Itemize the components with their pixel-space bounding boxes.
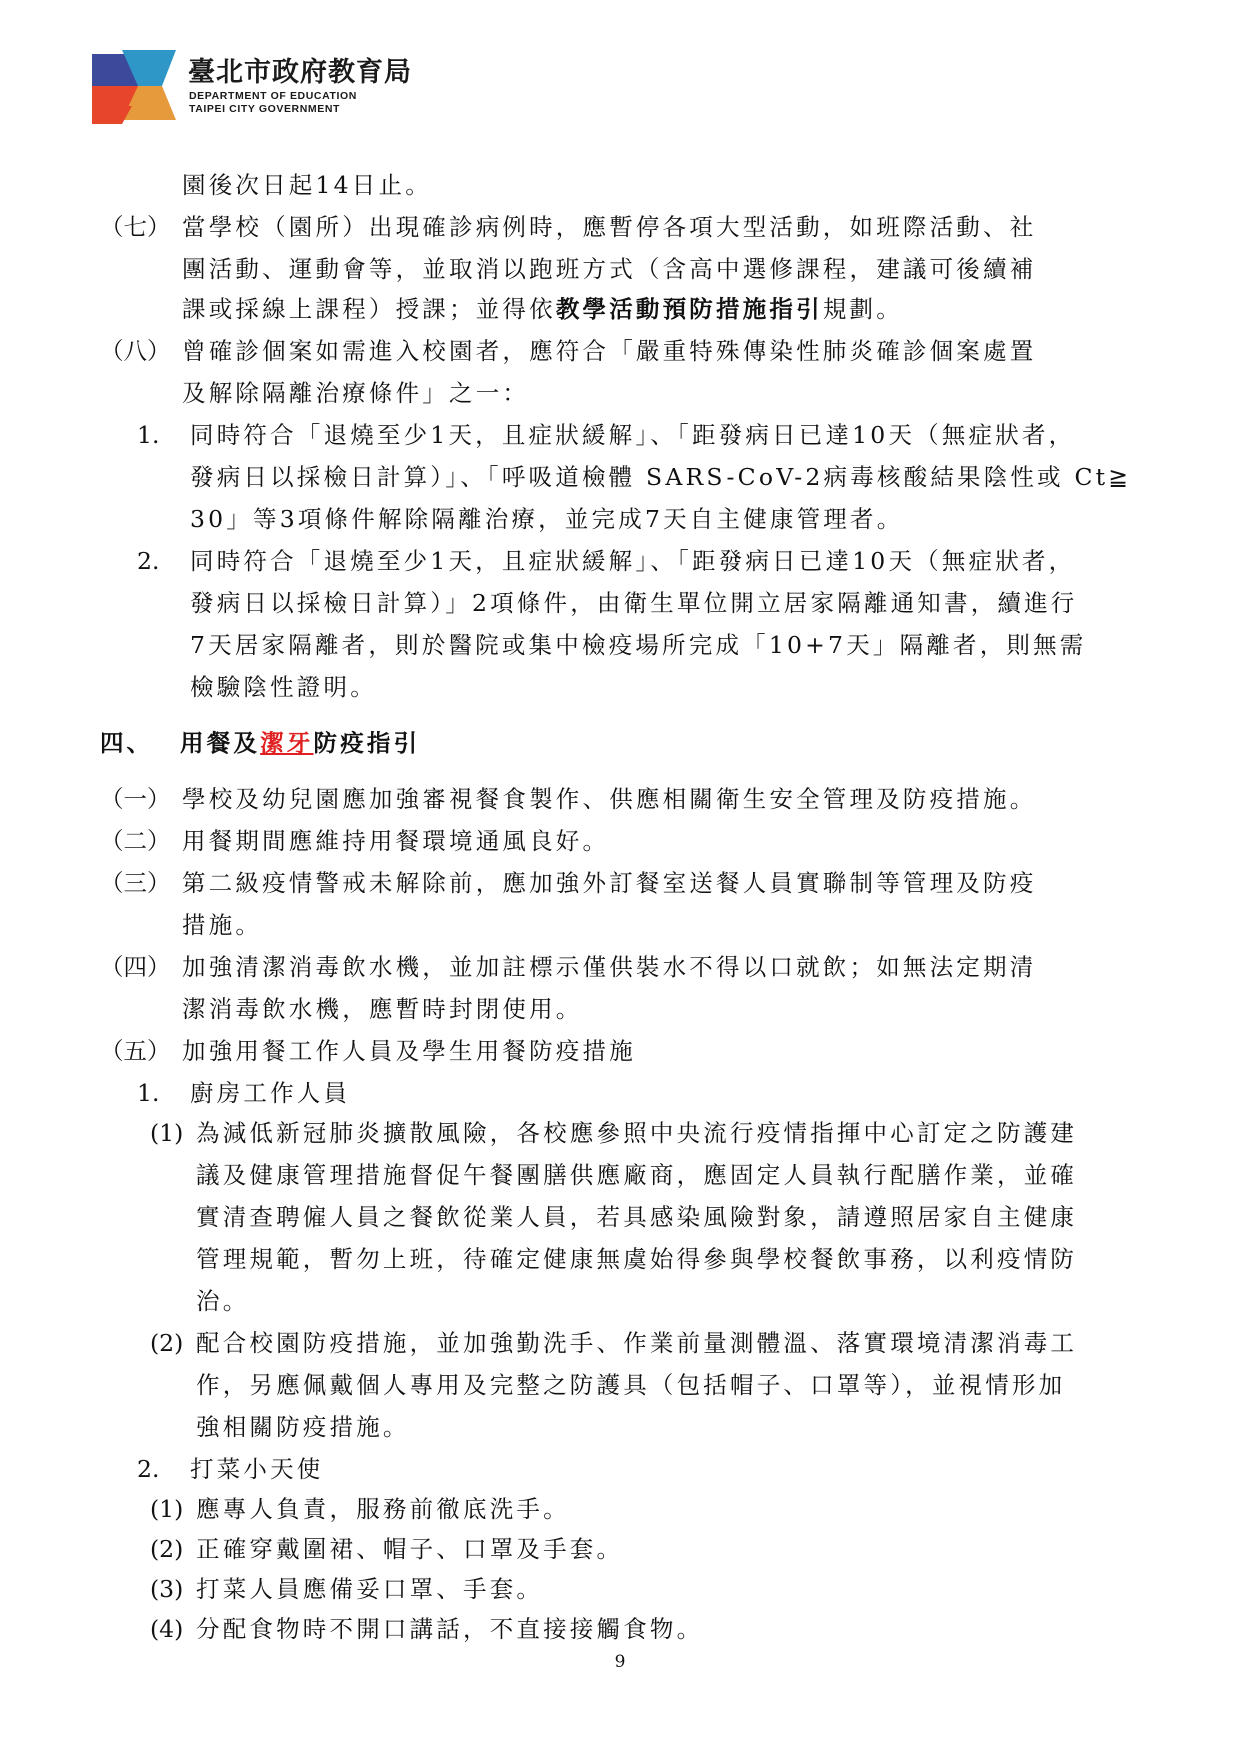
item8-line1: 曾確診個案如需進入校園者，應符合「嚴重特殊傳染性肺炎確診個案處置 xyxy=(182,337,1037,365)
section-title xyxy=(180,728,420,758)
sub2-line1: 同時符合「退燒至少1天，且症狀緩解」、「距發病日已達10天（無症狀者， xyxy=(190,547,1076,575)
sub-number: 1. xyxy=(137,1079,160,1107)
sub-number: 1. xyxy=(137,421,160,449)
sub2-line2: 發病日以採檢日計算）」2項條件，由衛生單位開立居家隔離通知書，續進行 xyxy=(190,589,1078,617)
servers-p4: 分配食物時不開口講話，不直接接觸食物。 xyxy=(196,1615,704,1643)
s4-item3-line1: 第二級疫情警戒未解除前，應加強外訂餐室送餐人員實聯制等管理及防疫 xyxy=(182,869,1037,897)
paren-number: (1) xyxy=(150,1119,184,1147)
servers-p1: 應專人負責，服務前徹底洗手。 xyxy=(196,1495,570,1523)
item7-line3-end: 規劃。 xyxy=(822,295,903,323)
item7-line3 xyxy=(182,294,903,324)
kitchen-p1-line4: 管理規範，暫勿上班，待確定健康無虞始得參與學校餐飲事務，以利疫情防 xyxy=(196,1245,1078,1273)
section-title-highlight: 潔牙 xyxy=(260,729,314,757)
item-label: （八） xyxy=(100,337,171,365)
paren-number: (2) xyxy=(150,1535,184,1563)
item-label: （四） xyxy=(100,953,171,981)
s4-item5-line1: 加強用餐工作人員及學生用餐防疫措施 xyxy=(182,1037,636,1065)
item-label: （二） xyxy=(100,827,171,855)
item-label: （七） xyxy=(100,213,171,241)
item7-line3-text: 課或採線上課程）授課；並得依 xyxy=(182,295,556,323)
s4-item1-line1: 學校及幼兒園應加強審視餐食製作、供應相關衛生安全管理及防疫措施。 xyxy=(182,785,1037,813)
item7-line1: 當學校（園所）出現確診病例時，應暫停各項大型活動，如班際活動、社 xyxy=(182,213,1037,241)
sub1-line2: 發病日以採檢日計算）」、「呼吸道檢體 SARS-CoV-2病毒核酸結果陰性或 Ct≧ xyxy=(190,463,1132,491)
sub1-line3: 30」等3項條件解除隔離治療，並完成7天自主健康管理者。 xyxy=(190,505,904,533)
s4-item2-line1: 用餐期間應維持用餐環境通風良好。 xyxy=(182,827,610,855)
s4-item4-line1: 加強清潔消毒飲水機，並加註標示僅供裝水不得以口就飲；如無法定期清 xyxy=(182,953,1037,981)
section-number: 四、 xyxy=(100,729,153,757)
kitchen-p2-line3: 強相關防疫措施。 xyxy=(196,1413,410,1441)
item8-line2: 及解除隔離治療條件」之一： xyxy=(182,379,530,407)
item7-guideline-reference: 教學活動預防措施指引 xyxy=(555,295,823,323)
page-number: 9 xyxy=(614,1652,626,1672)
paren-number: (3) xyxy=(150,1575,184,1603)
s4-item3-line2: 措施。 xyxy=(182,911,263,939)
org-name-english-line1: DEPARTMENT OF EDUCATION xyxy=(189,90,357,102)
kitchen-p1-line1: 為減低新冠肺炎擴散風險，各校應參照中央流行疫情指揮中心訂定之防護建 xyxy=(196,1119,1078,1147)
section-title-part2: 防疫指引 xyxy=(313,729,421,757)
sub-number: 2. xyxy=(137,1455,160,1483)
s4-item4-line2: 潔消毒飲水機，應暫時封閉使用。 xyxy=(182,995,583,1023)
kitchen-p1-line5: 治。 xyxy=(196,1287,250,1315)
sub1-line1: 同時符合「退燒至少1天，且症狀緩解」、「距發病日已達10天（無症狀者， xyxy=(190,421,1076,449)
servers-p2: 正確穿戴圍裙、帽子、口罩及手套。 xyxy=(196,1535,624,1563)
servers-p3: 打菜人員應備妥口罩、手套。 xyxy=(196,1575,544,1603)
servers-title: 打菜小天使 xyxy=(190,1455,324,1483)
kitchen-p1-line3: 實清查聘僱人員之餐飲從業人員，若具感染風險對象，請遵照居家自主健康 xyxy=(196,1203,1078,1231)
continued-text: 園後次日起14日止。 xyxy=(182,171,432,199)
paren-number: (1) xyxy=(150,1495,184,1523)
kitchen-p1-line2: 議及健康管理措施督促午餐團膳供應廠商，應固定人員執行配膳作業，並確 xyxy=(196,1161,1078,1189)
org-name-english-line2: TAIPEI CITY GOVERNMENT xyxy=(189,103,341,115)
sub-number: 2. xyxy=(137,547,160,575)
item7-line2: 團活動、運動會等，並取消以跑班方式（含高中選修課程，建議可後續補 xyxy=(182,255,1037,283)
kitchen-p2-line2: 作，另應佩戴個人專用及完整之防護具（包括帽子、口罩等），並視情形加 xyxy=(196,1371,1066,1399)
sub2-line3: 7天居家隔離者，則於醫院或集中檢疫場所完成「10+7天」隔離者，則無需 xyxy=(190,631,1087,659)
item-label: （一） xyxy=(100,785,171,813)
paren-number: (4) xyxy=(150,1615,184,1643)
sub2-line4: 檢驗陰性證明。 xyxy=(190,673,377,701)
kitchen-title: 廚房工作人員 xyxy=(190,1079,351,1107)
org-name-chinese: 臺北市政府教育局 xyxy=(188,57,412,88)
section-title-part1: 用餐及 xyxy=(180,729,261,757)
department-logo xyxy=(92,48,176,128)
item-label: （三） xyxy=(100,869,171,897)
item-label: （五） xyxy=(100,1037,171,1065)
kitchen-p2-line1: 配合校園防疫措施，並加強勤洗手、作業前量測體溫、落實環境清潔消毒工 xyxy=(196,1329,1078,1357)
paren-number: (2) xyxy=(150,1329,184,1357)
